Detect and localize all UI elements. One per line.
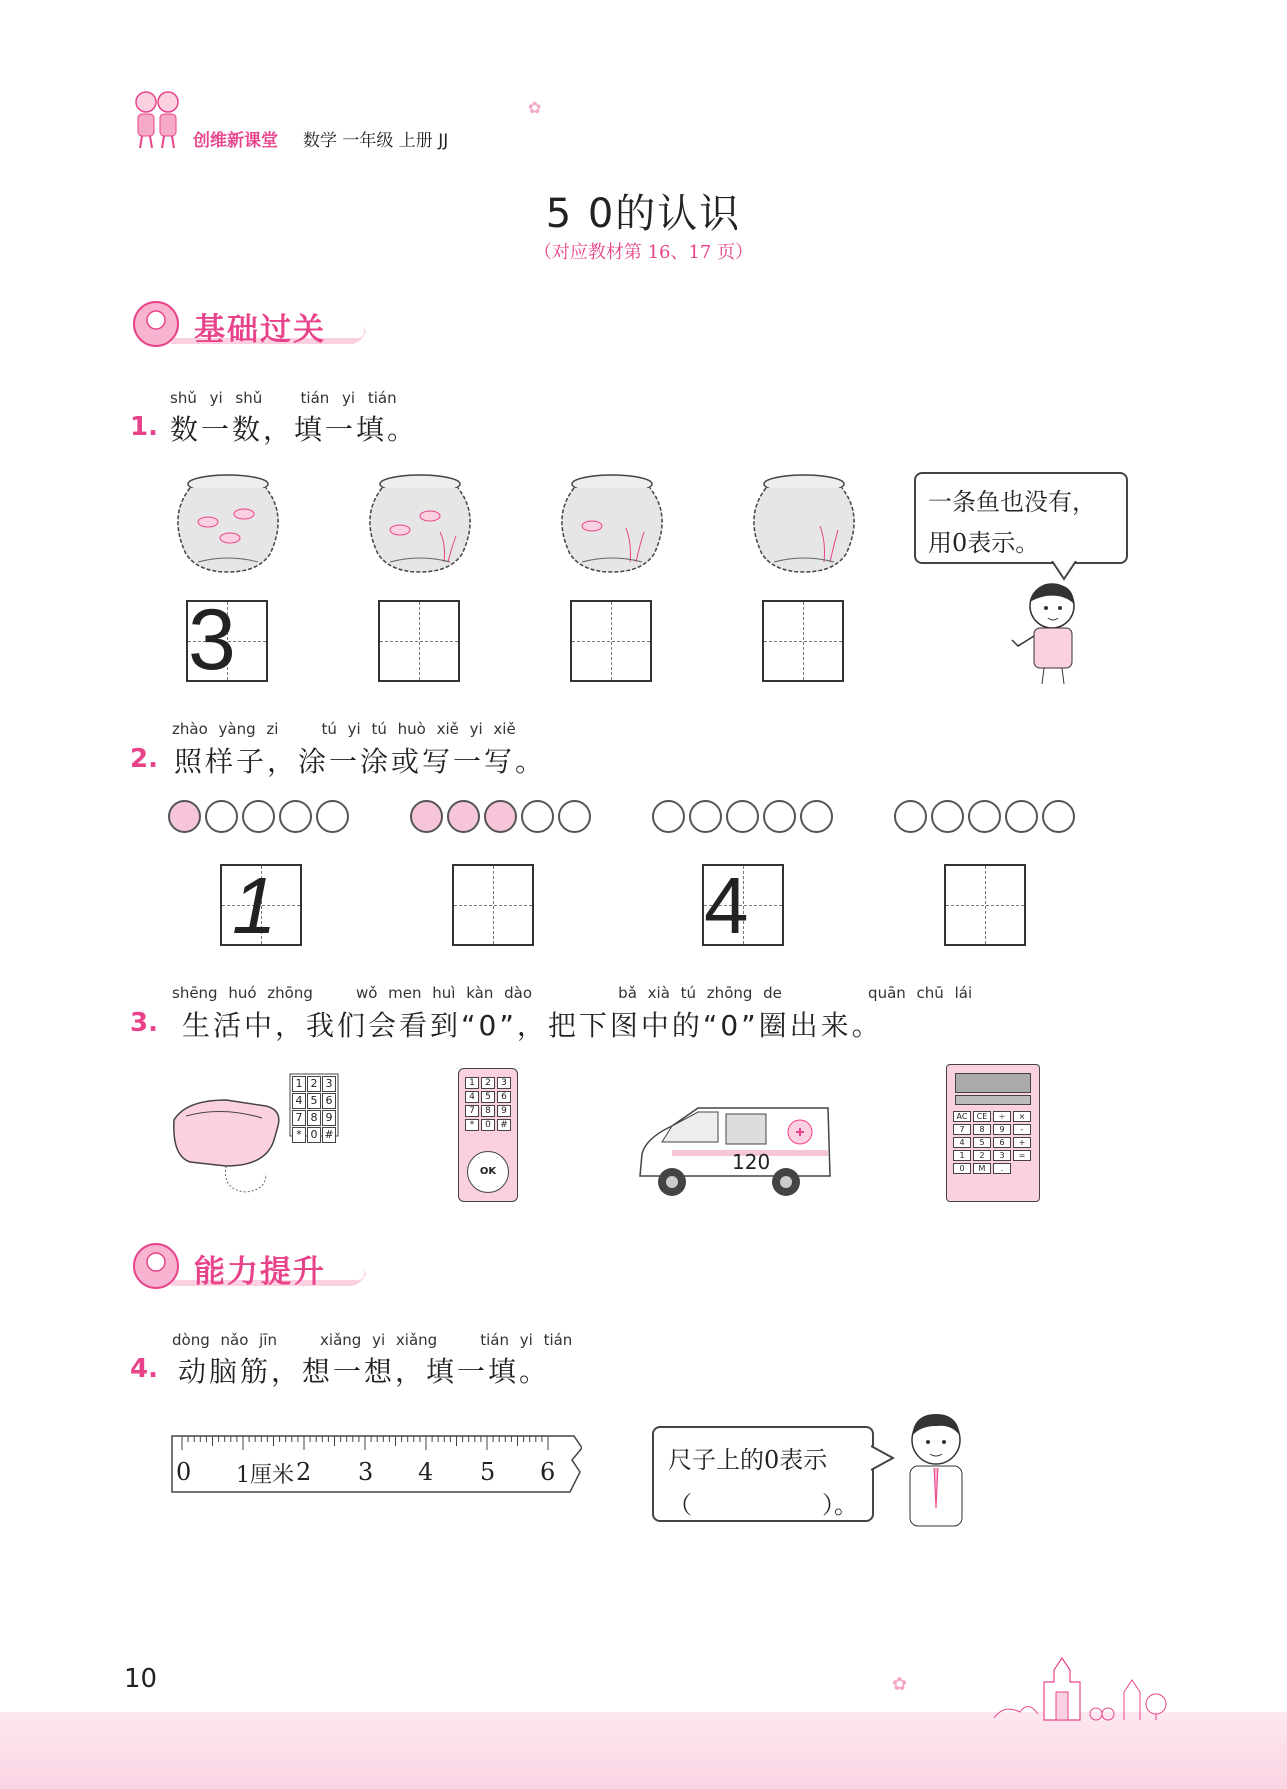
q1-number: 1. <box>130 412 158 442</box>
section-advanced-title: 能力提升 <box>194 1254 326 1290</box>
section-basic <box>130 300 370 348</box>
circle[interactable] <box>484 800 517 833</box>
ambulance-number: 120 <box>732 1150 771 1174</box>
keypad-key: 2 <box>481 1077 495 1089</box>
circle[interactable] <box>168 800 201 833</box>
keypad-key: 6 <box>993 1137 1011 1148</box>
keypad-key: 5 <box>307 1093 321 1109</box>
q1-answer-box-1[interactable] <box>186 592 268 688</box>
keypad-key: 3 <box>322 1076 336 1092</box>
circle[interactable] <box>1042 800 1075 833</box>
keypad-key: M <box>973 1163 991 1174</box>
q3-number: 3. <box>130 1008 158 1038</box>
keypad-key: 3 <box>497 1077 511 1089</box>
q4-number: 4. <box>130 1354 158 1384</box>
keypad-key: × <box>1013 1111 1031 1122</box>
keypad-key: 1 <box>292 1076 306 1092</box>
q2-answer-3: 4 <box>704 861 749 950</box>
ambulance-image[interactable] <box>632 1098 836 1206</box>
q1-answer-1: 3 <box>188 592 236 688</box>
keypad-key: 6 <box>322 1093 336 1109</box>
telephone-image[interactable] <box>166 1070 342 1204</box>
q1-answer-box-4[interactable] <box>762 600 844 682</box>
keypad-key: ÷ <box>993 1111 1011 1122</box>
ruler-label-1: 1厘米 <box>236 1463 294 1488</box>
fishbowl-3 <box>168 466 288 580</box>
q2-circle-group-4 <box>894 800 1079 833</box>
keypad-key: 2 <box>307 1076 321 1092</box>
circle[interactable] <box>763 800 796 833</box>
keypad-key: 5 <box>973 1137 991 1148</box>
circle[interactable] <box>726 800 759 833</box>
circle[interactable] <box>800 800 833 833</box>
ruler-label-4: 4 <box>418 1458 434 1486</box>
calculator-keypad <box>953 1111 1031 1174</box>
keypad-key: 5 <box>481 1091 495 1103</box>
circle[interactable] <box>279 800 312 833</box>
ruler-label-3: 3 <box>358 1458 374 1486</box>
keypad-key: + <box>1013 1137 1031 1148</box>
fishbowl-0 <box>744 466 864 580</box>
q2-answer-1: 1 <box>232 861 277 950</box>
q1-pinyin: shǔ yi shǔ tián yi tián <box>170 389 397 407</box>
header-subject: 数学 一年级 上册 JJ <box>303 131 449 151</box>
keypad-key: # <box>497 1119 511 1131</box>
keypad-key: 0 <box>953 1163 971 1174</box>
q1-text: 数一数，填一填。 <box>170 413 419 446</box>
keypad-key: AC <box>953 1111 971 1122</box>
circle[interactable] <box>968 800 1001 833</box>
castle-decoration-icon <box>984 1652 1174 1726</box>
keypad-key: 0 <box>481 1119 495 1131</box>
ruler-image <box>170 1434 582 1494</box>
circle[interactable] <box>1005 800 1038 833</box>
q3-pinyin: shēng huó zhōng wǒ men huì kàn dào bǎ xià tú zhōng de quān chū lái <box>172 984 973 1002</box>
ruler-label-2: 2 <box>296 1458 312 1486</box>
q4-bubble-line-1: 尺子上的0表示 <box>668 1446 828 1474</box>
circle[interactable] <box>447 800 480 833</box>
keypad-key: 1 <box>465 1077 479 1089</box>
circle[interactable] <box>931 800 964 833</box>
q1-bubble-line-2: 用0表示。 <box>928 529 1040 557</box>
q2-answer-box-4[interactable] <box>944 864 1026 946</box>
q4-answer-blank[interactable] <box>692 1485 822 1520</box>
remote-control-image[interactable] <box>458 1068 518 1202</box>
remote-keypad <box>465 1077 511 1131</box>
keypad-key: * <box>465 1119 479 1131</box>
circle[interactable] <box>894 800 927 833</box>
section-advanced <box>130 1242 370 1290</box>
keypad-key: 1 <box>953 1150 971 1161</box>
calculator-image[interactable] <box>946 1064 1040 1202</box>
keypad-key: CE <box>973 1111 991 1122</box>
keypad-key: 8 <box>481 1105 495 1117</box>
decorative-flower-icon: ✿ <box>528 98 542 117</box>
keypad-key: 8 <box>973 1124 991 1135</box>
keypad-key: 6 <box>497 1091 511 1103</box>
ruler-label-0: 0 <box>176 1458 192 1486</box>
fishbowl-2 <box>360 466 480 580</box>
q1-answer-box-2[interactable] <box>378 600 460 682</box>
header-brand: 创维新课堂 <box>193 131 278 151</box>
keypad-key: 3 <box>993 1150 1011 1161</box>
q1-bubble-line-1: 一条鱼也没有， <box>928 488 1096 516</box>
calculator-display <box>955 1073 1031 1093</box>
page-subtitle: （对应教材第 16、17 页） <box>533 242 754 263</box>
keypad-key: 9 <box>322 1110 336 1126</box>
remote-ok-button <box>467 1151 509 1193</box>
circle[interactable] <box>689 800 722 833</box>
circle[interactable] <box>558 800 591 833</box>
circle[interactable] <box>652 800 685 833</box>
keypad-key: 4 <box>953 1137 971 1148</box>
ruler-label-6: 6 <box>540 1458 556 1486</box>
decorative-flower-icon: ✿ <box>892 1674 908 1695</box>
header-mascot-icon <box>128 88 186 150</box>
fishbowl-1 <box>552 466 672 580</box>
q4-bubble-open-paren: （ <box>668 1491 692 1519</box>
keypad-key: 4 <box>465 1091 479 1103</box>
section-basic-title: 基础过关 <box>194 312 326 348</box>
q4-speech-bubble <box>652 1426 874 1522</box>
keypad-key: * <box>292 1127 306 1143</box>
keypad-key: # <box>322 1127 336 1143</box>
keypad-key: 7 <box>953 1124 971 1135</box>
q2-number: 2. <box>130 744 158 774</box>
keypad-key: 9 <box>497 1105 511 1117</box>
q4-bubble-close-paren: ）。 <box>822 1491 858 1519</box>
telephone-keypad <box>292 1076 336 1143</box>
q3-text: 生活中，我们会看到“0”，把下图中的“0”圈出来。 <box>182 1009 883 1042</box>
q2-answer-box-3[interactable] <box>702 861 784 950</box>
q1-speech-bubble <box>914 472 1128 564</box>
circle[interactable] <box>205 800 238 833</box>
circle[interactable] <box>410 800 443 833</box>
boy-figure-icon <box>896 1408 976 1536</box>
q2-circle-group-1 <box>168 800 353 833</box>
page-number: 10 <box>124 1664 158 1694</box>
page-title: 5 0的认识 <box>545 191 742 237</box>
q1-answer-box-3[interactable] <box>570 600 652 682</box>
keypad-key: - <box>1013 1124 1031 1135</box>
keypad-key: 7 <box>292 1110 306 1126</box>
keypad-key: 0 <box>307 1127 321 1143</box>
boy-figure-icon <box>1006 576 1096 690</box>
bubble-tail-icon <box>871 1444 895 1478</box>
q2-pinyin: zhào yàng zi tú yi tú huò xiě yi xiě <box>172 720 516 738</box>
circle[interactable] <box>316 800 349 833</box>
keypad-key: 7 <box>465 1105 479 1117</box>
keypad-key: 2 <box>973 1150 991 1161</box>
q2-answer-box-1[interactable] <box>220 861 302 950</box>
keypad-key: 8 <box>307 1110 321 1126</box>
keypad-key: 9 <box>993 1124 1011 1135</box>
q2-text: 照样子，涂一涂或写一写。 <box>174 745 547 778</box>
circle[interactable] <box>521 800 554 833</box>
remote-ok-label: OK <box>479 1166 497 1177</box>
circle[interactable] <box>242 800 275 833</box>
keypad-key: 4 <box>292 1093 306 1109</box>
keypad-key: . <box>993 1163 1011 1174</box>
keypad-key: = <box>1013 1150 1031 1161</box>
q2-circle-group-3 <box>652 800 837 833</box>
q4-text: 动脑筋，想一想，填一填。 <box>178 1355 551 1388</box>
q2-circle-group-2 <box>410 800 595 833</box>
ruler-label-5: 5 <box>480 1458 496 1486</box>
calculator-display-2 <box>955 1095 1031 1105</box>
q4-pinyin: dòng nǎo jīn xiǎng yi xiǎng tián yi tián <box>172 1331 573 1349</box>
q2-answer-box-2[interactable] <box>452 864 534 946</box>
